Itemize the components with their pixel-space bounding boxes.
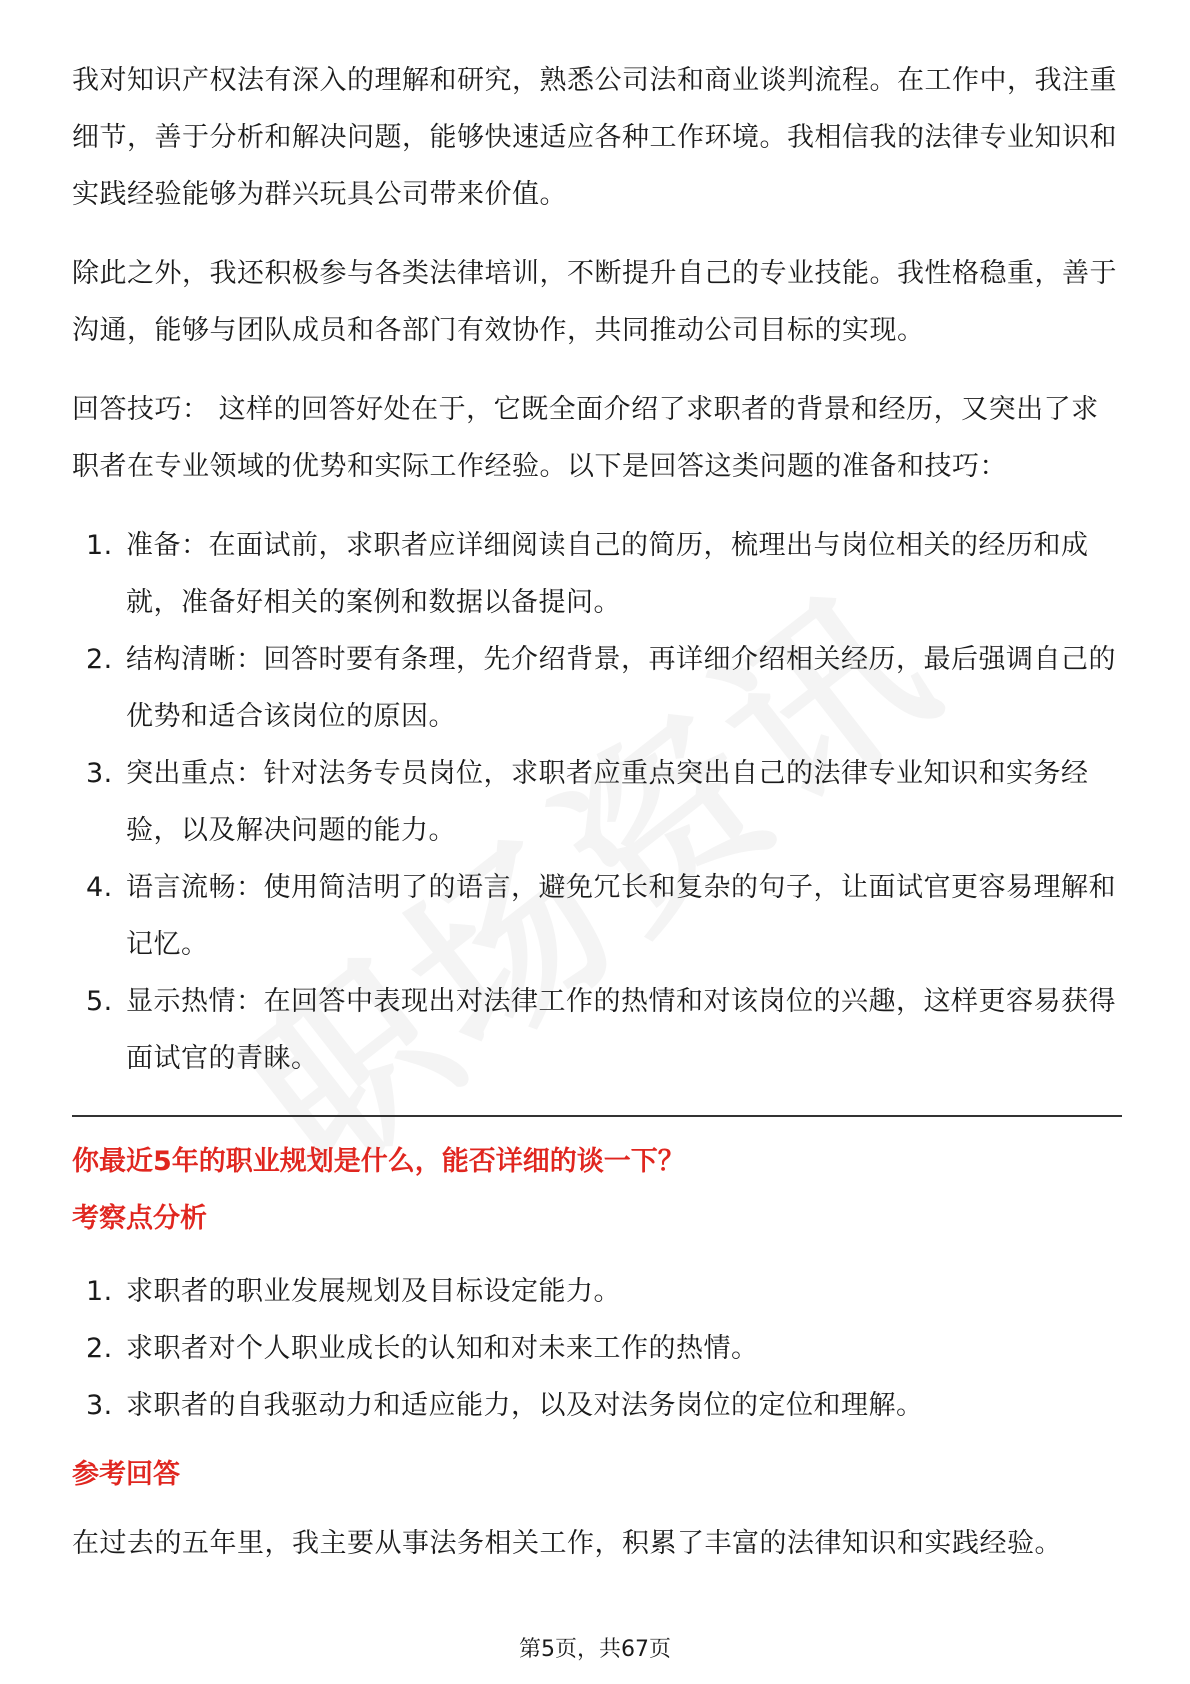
page-number-footer: 第5页，共67页 (519, 1637, 671, 1662)
question-title: 你最近5年的职业规划是什么，能否详细的谈一下？ (72, 1146, 685, 1177)
list-item: 3. 求职者的自我驱动力和适应能力，以及对法务岗位的定位和理解。 (86, 1390, 924, 1421)
answer-paragraph: 在过去的五年里，我主要从事法务相关工作，积累了丰富的法律知识和实践经验。 (72, 1528, 1062, 1559)
document-page (72, 52, 1122, 1572)
answer-tips-paragraph: 回答技巧： 这样的回答好处在于，它既全面介绍了求职者的背景和经历，又突出了求职者在专业领域的优势和实际工作经验。以下是回答这类问题的准备和技巧： (72, 394, 1099, 482)
answer-heading: 参考回答 (72, 1459, 180, 1490)
list-item: 2. 求职者对个人职业成长的认知和对未来工作的热情。 (86, 1333, 759, 1364)
list-item: 1. 求职者的职业发展规划及目标设定能力。 (86, 1276, 621, 1307)
list-item: 1. 准备：在面试前，求职者应详细阅读自己的简历，梳理出与岗位相关的经历和成就，准备好相关的案例和数据以备提问。 (86, 530, 1089, 618)
analysis-heading: 考察点分析 (72, 1203, 207, 1234)
tips-list (72, 517, 1122, 1087)
list-item: 2. 结构清晰：回答时要有条理，先介绍背景，再详细介绍相关经历，最后强调自己的优势和适合该岗位的原因。 (86, 644, 1116, 732)
section-divider (72, 1115, 1122, 1117)
analysis-list (72, 1263, 1122, 1434)
intro-paragraph-2: 除此之外，我还积极参与各类法律培训，不断提升自己的专业技能。我性格稳重，善于沟通，能够与团队成员和各部门有效协作，共同推动公司目标的实现。 (72, 258, 1117, 346)
list-item: 5. 显示热情：在回答中表现出对法律工作的热情和对该岗位的兴趣，这样更容易获得面试官的青睐。 (86, 986, 1116, 1074)
list-item: 3. 突出重点：针对法务专员岗位，求职者应重点突出自己的法律专业知识和实务经验，以及解决问题的能力。 (86, 758, 1089, 846)
list-item: 4. 语言流畅：使用简洁明了的语言，避免冗长和复杂的句子，让面试官更容易理解和记忆。 (86, 872, 1116, 960)
intro-paragraph-1: 我对知识产权法有深入的理解和研究，熟悉公司法和商业谈判流程。在工作中，我注重细节，善于分析和解决问题，能够快速适应各种工作环境。我相信我的法律专业知识和实践经验能够为群兴玩具公司带来价值。 (72, 65, 1117, 210)
